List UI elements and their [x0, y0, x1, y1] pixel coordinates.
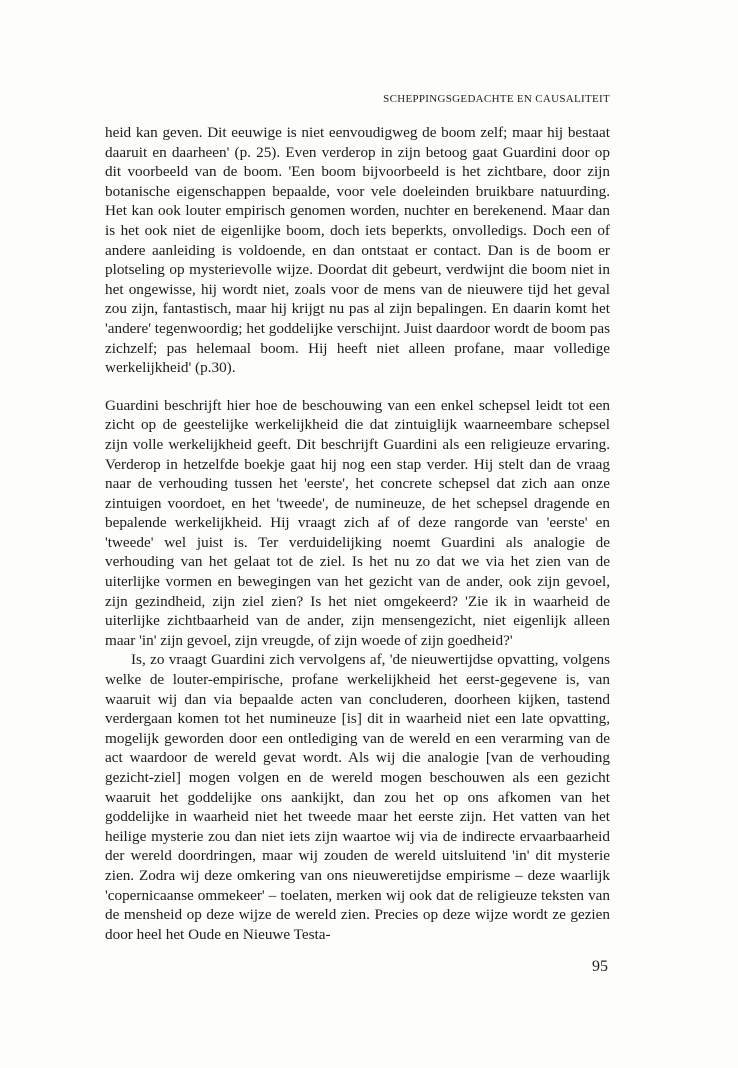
page-number: 95 — [592, 958, 608, 975]
body-text — [105, 123, 610, 944]
paragraph-continuation: heid kan geven. Dit eeuwige is niet eenvoudigweg de boom zelf; maar hij bestaat daaruit en daarheen' (p. 25). Even verderop in zijn betoog gaat Guardini door op dit voorbeeld van de boom. 'Een boom bijvoorbeeld is het zichtbare, door zijn botanische eigenschappen bepaalde, voor vele doeleinden bruikbare natuurding. Het kan ook louter empirisch genomen worden, nuchter en berekenend. Maar dan is het ook niet de eigenlijke boom, doch iets beperkts, onvolledigs. Doch een of andere aanleiding is voldoende, en dan ontstaat er contact. Dan is de boom er plotseling op mysterievolle wijze. Doordat dit gebeurt, verdwijnt die boom niet in het ongewisse, hij wordt niet, zoals voor de mens van de nieuwere tijd het geval zou zijn, fantastisch, maar hij krijgt nu pas al zijn bepalingen. En daarin komt het 'andere' tegenwoordig; het goddelijke verschijnt. Juist daardoor wordt de boom pas zichzelf; pas helemaal boom. Hij heeft niet alleen profane, maar volledige werkelijkheid' (p.30). — [105, 124, 610, 377]
running-head: SCHEPPINGSGEDACHTE EN CAUSALITEIT — [383, 93, 610, 105]
paragraph-guardini-description: Guardini beschrijft hier hoe de beschouwing van een enkel schepsel leidt tot een zicht op de geestelijke werkelijkheid die dat zintuiglijk waarneembare schepsel zijn volle werkelijkheid geeft. Dit beschrijft Guardini als een religieuze ervaring. Verderop in hetzelfde boekje gaat hij nog een stap verder. Hij stelt dan de vraag naar de verhouding tussen het 'eerste', het concrete schepsel dat zich aan onze zintuigen voordoet, en het 'tweede', de numineuze, de het schepsel dragende en bepalende werkelijkheid. Hij vraagt zich af of deze rangorde van 'eerste' en 'tweede' wel juist is. Ter verduidelijking noemt Guardini als analogie de verhouding van het gelaat tot de ziel. Is het nu zo dat we via het zien van de uiterlijke vormen en bewegingen van het gezicht van de ander, ook zijn gevoel, zijn gezindheid, zijn ziel zien? Is het niet omgekeerd? 'Zie ik in waarheid de uiterlijke zichtbaarheid van de ander, zijn mensengezicht, niet eigenlijk alleen maar 'in' zijn gevoel, zijn vreugde, of zijn woede of zijn goedheid?' — [105, 396, 610, 649]
paragraph-guardini-question: Is, zo vraagt Guardini zich vervolgens af, 'de nieuwertijdse opvatting, volgens welke de louter-empirische, profane werkelijkheid het eerst-gegevene is, van waaruit wij dan via bepaalde acten van concluderen, doorheen kijken, tastend verdergaan komen tot het numineuze [is] dit in waarheid niet een late opvatting, mogelijk geworden door een ontlediging van de wereld en een verarming van de act waardoor de wereld gevat wordt. Als wij die analogie [van de verhouding gezicht-ziel] mogen volgen en de wereld mogen beschouwen als een gezicht waaruit het goddelijke ons aankijkt, dan zou het op ons afkomen van het goddelijke in waarheid niet het tweede maar het eerste zijn. Het vatten van het heilige mysterie zou dan niet iets zijn waartoe wij via de indirecte ervaarbaarheid der wereld doordringen, maar wij zouden de wereld uitsluitend 'in' dit mysterie zien. Zodra wij deze omkering van ons nieuweretijdse empirisme – deze waarlijk 'copernicaanse ommekeer' – toelaten, merken wij ook dat de religieuze teksten van de mensheid op deze wijze de wereld zien. Precies op deze wijze wordt ze gezien door heel het Oude en Nieuwe Testa- — [105, 651, 610, 943]
